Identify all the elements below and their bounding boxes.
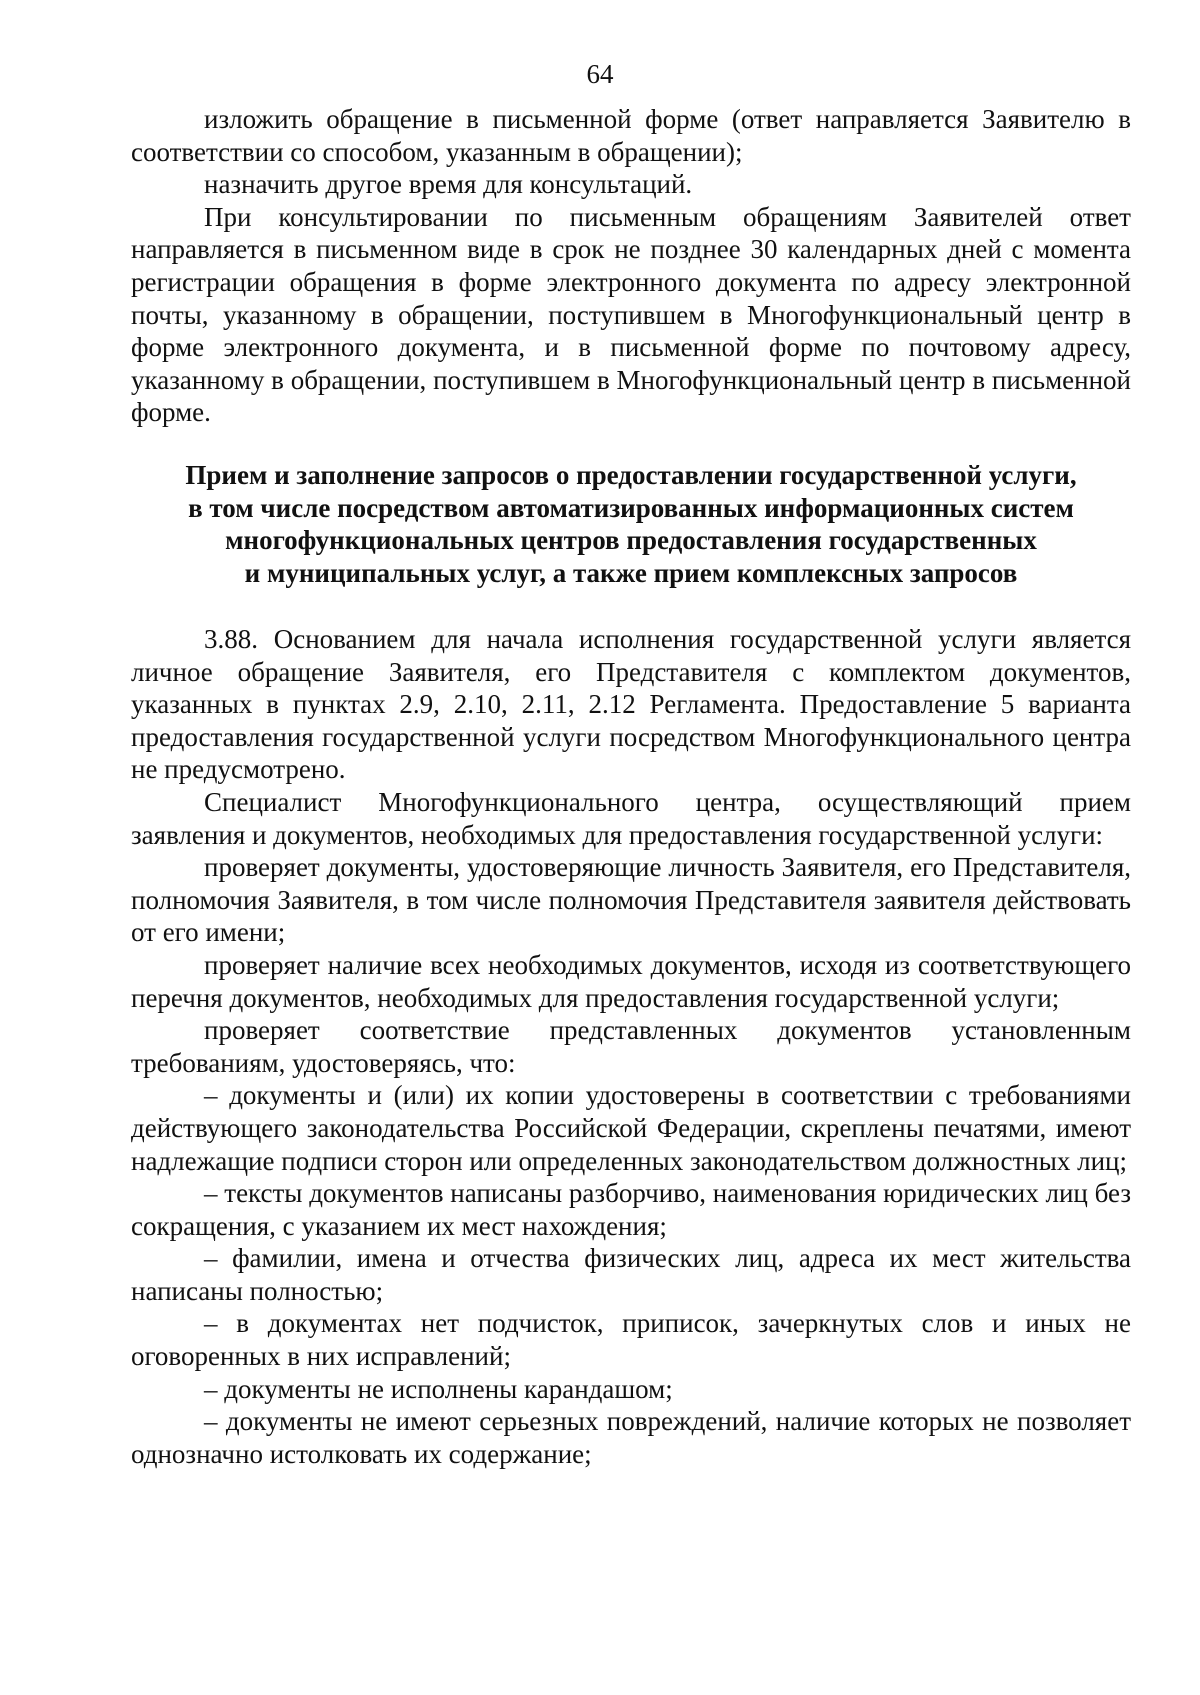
list-item: – документы не исполнены карандашом; (204, 1373, 673, 1404)
section-heading (131, 459, 1131, 589)
paragraph-written-consultation: При консультировании по письменным обращениям Заявителей ответ направляется в письменном виде в срок не позднее 30 календарных дней с момента регистрации обращения в форме электронного документа по адресу электронной почты, указанному в обращении, поступившем в Многофункциональный центр в форме электронного документа, и в письменной форме по почтовому адресу, указанному в обращении, поступившем в Многофункциональный центр в письменной форме. (131, 201, 1131, 428)
list-item: – тексты документов написаны разборчиво, наименования юридических лиц без сокращения, с указанием их мест нахождения; (131, 1178, 1131, 1241)
list-item: – документы и (или) их копии удостоверены в соответствии с требованиями действующего законодательства Российской Федерации, скреплены печатями, имеют надлежащие подписи сторон или определенных законодательством должностных лиц; (131, 1080, 1131, 1176)
intro-text-block (131, 103, 1131, 429)
list-item: – фамилии, имена и отчества физических лиц, адреса их мест жительства написаны полностью; (131, 1243, 1131, 1306)
paragraph-other-time: назначить другое время для консультаций. (204, 169, 693, 200)
paragraph-checks-compliance: проверяет соответствие представленных документов установленным требованиям, удостоверяясь, что: (131, 1015, 1131, 1078)
paragraph-checks-identity: проверяет документы, удостоверяющие личность Заявителя, его Представителя, полномочия Заявителя, в том числе полномочия Представителя заявителя действовать от его имени; (131, 852, 1131, 948)
page-number: 64 (586, 59, 614, 89)
list-item: – в документах нет подчисток, приписок, зачеркнутых слов и иных не оговоренных в них исправлений; (131, 1308, 1131, 1372)
paragraph-specialist: Специалист Многофункционального центра, осуществляющий прием заявления и документов, необходимых для предоставления государственной услуги: (131, 786, 1131, 850)
list-item: – документы не имеют серьезных повреждений, наличие которых не позволяет однозначно истолковать их содержание; (131, 1406, 1131, 1469)
section-heading-line: в том числе посредством автоматизированных информационных систем (188, 492, 1074, 523)
paragraph-3-88: 3.88. Основанием для начала исполнения государственной услуги является личное обращение Заявителя, его Представителя с комплектом документов, указанных в пунктах 2.9, 2.10, 2.11, 2.12 Регламента. Предоставление 5 варианта предоставления государственной услуги посредством Многофункционального центра не предусмотрено. (131, 624, 1131, 785)
section-heading-line: и муниципальных услуг, а также прием комплексных запросов (244, 557, 1018, 588)
section-heading-line: многофункциональных центров предоставления государственных (225, 525, 1037, 556)
paragraph-checks-completeness: проверяет наличие всех необходимых документов, исходя из соответствующего перечня документов, необходимых для предоставления государственной услуги; (131, 949, 1131, 1013)
body-text-block (131, 623, 1131, 1470)
paragraph-written-request: изложить обращение в письменной форме (ответ направляется Заявителю в соответствии со способом, указанным в обращении); (131, 104, 1131, 167)
section-heading-line: Прием и заполнение запросов о предоставлении государственной услуги, (185, 460, 1077, 490)
